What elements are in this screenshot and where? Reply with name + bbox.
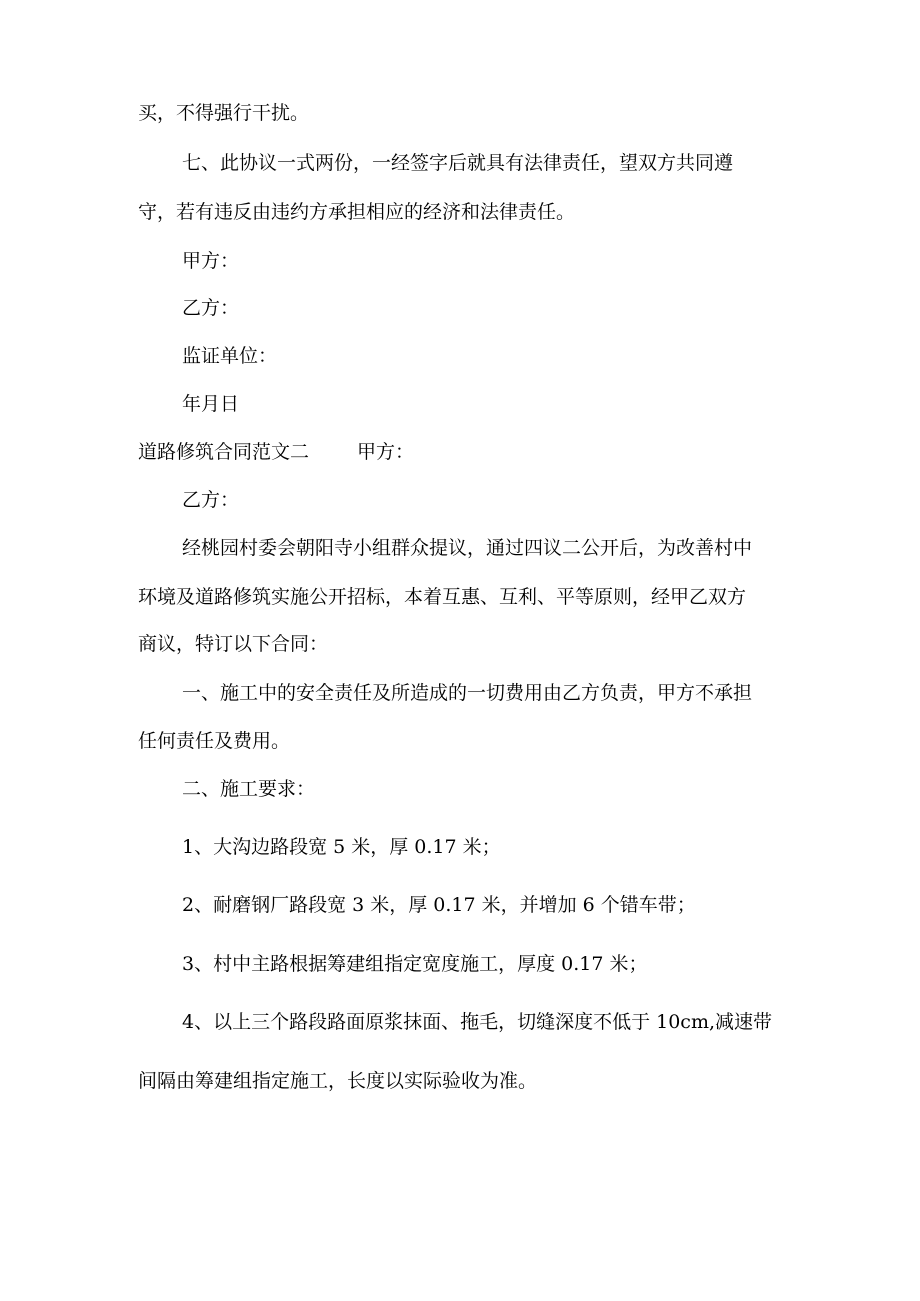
paragraph-line: 买，不得强行干扰。: [138, 102, 310, 124]
paragraph-line: 经桃园村委会朝阳寺小组群众提议，通过四议二公开后，为改善村中: [182, 537, 753, 559]
supervisor-label: 监证单位：: [182, 345, 278, 367]
paragraph-line: 环境及道路修筑实施公开招标，本着互惠、互利、平等原则，经甲乙双方: [138, 586, 747, 608]
section-title: 道路修筑合同范文二: [138, 441, 310, 463]
requirement-line: 2、耐磨钢厂路段宽 3 米，厚 0.17 米，并增加 6 个错车带；: [182, 894, 696, 916]
clause-line: 任何责任及费用。: [138, 730, 291, 752]
party-a-label: 甲方：: [357, 441, 415, 463]
party-a-label: 甲方：: [182, 250, 240, 272]
requirement-line: 4、以上三个路段路面原浆抹面、拖毛，切缝深度不低于 10cm,减速带: [182, 1011, 773, 1033]
section-heading-line: [138, 440, 414, 464]
paragraph-line: 七、此协议一式两份，一经签字后就具有法律责任，望双方共同遵: [182, 152, 734, 174]
requirement-line: 间隔由筹建组指定施工，长度以实际验收为准。: [138, 1070, 538, 1092]
paragraph-line: 守，若有违反由违约方承担相应的经济和法律责任。: [138, 201, 576, 223]
requirement-line: 1、大沟边路段宽 5 米，厚 0.17 米；: [182, 836, 501, 858]
party-b-label: 乙方：: [182, 297, 240, 319]
party-b-label: 乙方：: [182, 489, 240, 511]
paragraph-line: 商议，特订以下合同：: [138, 633, 329, 655]
clause-heading: 二、施工要求：: [182, 778, 316, 800]
clause-line: 一、施工中的安全责任及所造成的一切费用由乙方负责，甲方不承担: [182, 682, 753, 704]
requirement-line: 3、村中主路根据筹建组指定宽度施工，厚度 0.17 米；: [182, 953, 648, 975]
date-label: 年月日: [182, 393, 240, 415]
